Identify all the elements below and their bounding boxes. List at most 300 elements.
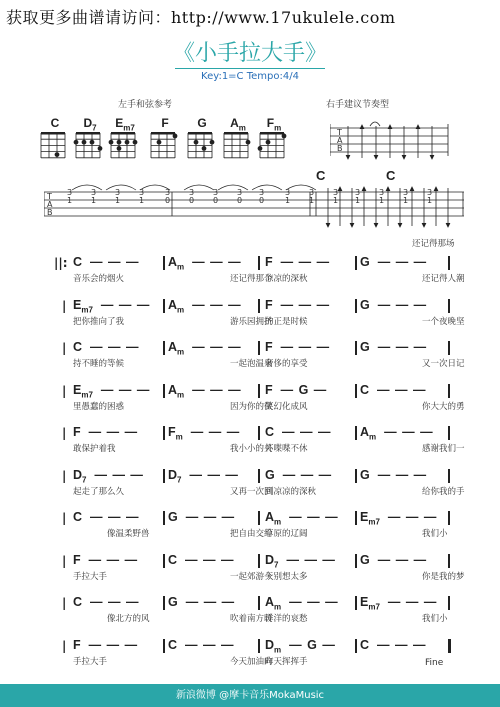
beat-dashes: — — — (280, 255, 331, 269)
beat-dashes: — — — (88, 552, 139, 567)
chord-name (185, 116, 219, 130)
lyric-text: 我小小的关 (230, 444, 273, 454)
chord-symbol: A (265, 595, 275, 609)
intro-tab-mid-number: 1 (285, 196, 291, 205)
chord-grid (73, 130, 103, 160)
chord-diagram-0 (38, 116, 72, 160)
measure-bar (258, 511, 260, 525)
chart-row-2 (40, 340, 465, 385)
measure-chord (360, 298, 427, 312)
chord-name (148, 116, 182, 130)
chord-symbol: F (265, 340, 273, 354)
chord-symbol: G (168, 510, 178, 524)
intro-tab-mid-number: 1 (379, 196, 385, 205)
left-hand-label: 左手和弦参考 (118, 100, 173, 110)
measure-bar (258, 596, 260, 610)
intro-tab-mid-number: 1 (91, 196, 97, 205)
beat-dashes: — — — (100, 382, 151, 397)
measure-chord (73, 510, 139, 524)
intro-tab-mid-number: 1 (115, 196, 121, 205)
beat-dashes: — G — (280, 382, 328, 397)
measure-chord (168, 340, 242, 357)
chord-symbol-sub: m7 (81, 305, 93, 314)
chord-symbol-sub: m (369, 432, 377, 442)
intro-tab-mid-number: 1 (333, 196, 339, 205)
measure-chord (168, 255, 242, 272)
chord-symbol: E (360, 510, 369, 524)
row-end-bar (448, 554, 450, 568)
measure-chord (360, 595, 437, 612)
measure-chord (265, 553, 336, 570)
beat-dashes: — — — (90, 510, 140, 524)
intro-tab-top-number: 3 (333, 188, 339, 197)
beat-dashes: — — — (377, 297, 428, 312)
chord-symbol: F (73, 552, 81, 567)
chord-symbol: G (360, 552, 370, 567)
chord-diagram-3 (148, 116, 182, 160)
chord-symbol-sub: m (274, 645, 282, 654)
measure-bar (355, 554, 357, 568)
lyric-text: 的正是时候 (265, 316, 308, 327)
beat-dashes: — — — (88, 637, 139, 652)
lyric-text: 你是我的梦 (422, 571, 465, 582)
row-end-bar (448, 384, 450, 398)
beat-dashes: — — — (289, 595, 339, 609)
chord-symbol: G (168, 595, 178, 609)
row-end-bar (448, 299, 450, 313)
beat-dashes: — — — (282, 425, 332, 439)
key-tempo: Key:1=C Tempo:4/4 (201, 71, 299, 82)
intro-tab-mid-number: 1 (427, 196, 433, 205)
chord-symbol-sub: m (177, 262, 185, 272)
beat-dashes: — — — (289, 510, 339, 524)
measure-chord (168, 553, 234, 567)
chord-name (73, 116, 107, 133)
site-header (0, 0, 500, 30)
measure-chord (168, 638, 234, 652)
beat-dashes: — — — (377, 552, 428, 567)
row-end-bar (448, 469, 450, 483)
intro-chord-c-2: C (386, 168, 396, 183)
measure-chord (265, 468, 332, 482)
beat-dashes: — — — (280, 297, 331, 312)
lyric-text: 一起泡温泉 (230, 359, 273, 369)
beat-dashes: — — — (185, 637, 235, 652)
lyric-text: 笑幻化成风 (265, 401, 308, 412)
beat-dashes: — — — (377, 467, 428, 482)
beat-dashes: — — — (192, 382, 242, 397)
chord-symbol-sub: m (177, 347, 185, 357)
chord-symbol-sub: m7 (368, 602, 380, 612)
measure-bar (163, 596, 165, 610)
beat-dashes: — — — (90, 595, 140, 609)
measure-bar (355, 384, 357, 398)
chord-symbol: C (73, 595, 83, 609)
measure-bar (355, 426, 357, 440)
tab-letter-t: T (337, 128, 342, 137)
lyric-text: 手拉大手 (73, 656, 108, 667)
measure-bar (163, 256, 165, 270)
measure-chord (168, 425, 240, 442)
chord-grid (257, 130, 287, 160)
beat-dashes: — — — (185, 552, 235, 567)
chord-symbol: G (360, 340, 370, 354)
chord-symbol-sub: m (177, 390, 185, 399)
chord-symbol: C (265, 425, 275, 439)
measure-bar (258, 469, 260, 483)
chart-row-9 (40, 638, 450, 683)
beat-dashes: — — — (192, 255, 242, 269)
row-end-bar (448, 341, 450, 355)
measure-chord (168, 595, 235, 609)
chord-name-main: C (50, 116, 60, 130)
chord-symbol: F (265, 297, 273, 312)
chart-row-0 (40, 255, 465, 300)
measure-bar (258, 341, 260, 355)
measure-chord (265, 595, 339, 612)
measure-chord (168, 298, 242, 315)
chord-grid (148, 130, 178, 160)
row-end-bar (448, 511, 450, 525)
measure-bar (163, 469, 165, 483)
chord-symbol: D (265, 552, 275, 567)
chord-name-main: E (115, 116, 124, 130)
measure-chord (73, 425, 138, 439)
row-start-bar: ||: (54, 256, 68, 270)
measure-bar (355, 299, 357, 313)
lyric-text: 里愚蠢的困惑 (73, 401, 125, 412)
measure-chord (265, 510, 339, 527)
intro-tab-top-number: 3 (379, 188, 385, 197)
beat-dashes: — — — (387, 595, 438, 609)
measure-chord (168, 383, 242, 400)
chord-symbol: F (265, 255, 273, 269)
lyric-text: 到凉凉的深秋 (265, 486, 317, 497)
intro-tab-mid-number: 1 (355, 196, 361, 205)
chord-symbol-sub: m (177, 305, 185, 314)
intro-chord-c-1: C (316, 168, 326, 183)
lyric-text: 又再一次回 (230, 486, 273, 497)
intro-tab-top-number: 3 (259, 188, 265, 197)
beat-dashes: — — — (88, 425, 139, 439)
chord-symbol: C (73, 340, 83, 354)
measure-chord (73, 553, 138, 567)
measure-chord (265, 255, 330, 269)
chord-name (257, 116, 291, 133)
chord-diagram-5 (221, 116, 255, 160)
chord-symbol: C (73, 510, 83, 524)
intro-tab-letter-b: B (47, 208, 53, 217)
chord-symbol: G (360, 255, 370, 269)
measure-chord (265, 638, 336, 655)
strum-pattern-tab (330, 118, 450, 166)
chord-name-sub: m (274, 123, 282, 133)
lyric-text: 还记得那个 (230, 274, 273, 284)
beat-dashes: — — — (377, 637, 427, 652)
chord-grid (221, 130, 251, 160)
measure-chord (73, 638, 138, 652)
measure-chord (73, 468, 144, 485)
row-end-bar (448, 639, 451, 653)
lyric-text: 像温柔野兽 (107, 529, 150, 539)
row-end-bar (448, 256, 450, 270)
intro-tab-top-number: 3 (139, 188, 145, 197)
chord-symbol: C (360, 637, 370, 652)
chord-name-sub: 7 (92, 123, 97, 133)
lyric-text: 凉凉的深秋 (265, 274, 308, 284)
chord-symbol: A (168, 382, 178, 397)
lyric-text: 把自由交给 (230, 529, 273, 539)
lyric-text: 一起郊游今 (230, 571, 273, 582)
right-hand-label: 右手建议节奏型 (326, 100, 390, 110)
chord-symbol: A (265, 510, 275, 524)
beat-dashes: — — — (94, 467, 144, 482)
measure-chord (73, 383, 150, 400)
chord-symbol-sub: m7 (81, 390, 93, 399)
chord-symbol: G (360, 297, 370, 312)
chord-symbol-sub: 7 (177, 475, 182, 484)
lyric-text: 我们小 (422, 529, 448, 539)
intro-tab-top-number: 3 (91, 188, 97, 197)
chord-symbol: C (360, 382, 370, 397)
chord-diagram-4 (185, 116, 219, 160)
intro-tab-top-number: 3 (355, 188, 361, 197)
measure-chord (73, 255, 139, 269)
chord-name (38, 116, 72, 130)
tab-letter-b: B (337, 144, 343, 153)
measure-bar (163, 639, 165, 653)
intro-tab-mid-number: 1 (403, 196, 409, 205)
intro-tab-mid-number: 0 (165, 196, 171, 205)
measure-bar (258, 426, 260, 440)
measure-chord (360, 638, 426, 652)
lyric-text: 又一次日记 (422, 359, 465, 369)
beat-dashes: — — — (282, 467, 333, 482)
ending-lyric-label: 还记得那场 (412, 239, 455, 249)
measure-chord (168, 510, 235, 524)
lyric-text: 像北方的风 (107, 614, 150, 624)
chord-symbol: A (168, 340, 178, 354)
row-start-bar: | (62, 553, 67, 568)
chord-name-main: D (83, 116, 93, 130)
chord-symbol: F (73, 425, 81, 439)
measure-chord (360, 255, 427, 269)
lyric-text: 感谢我们一 (422, 444, 465, 454)
measure-chord (265, 425, 331, 439)
chart-row-1 (40, 297, 465, 343)
measure-bar (163, 341, 165, 355)
beat-dashes: — — — (377, 340, 428, 354)
measure-chord (265, 340, 330, 354)
intro-tab-letter-a: A (47, 200, 53, 209)
beat-dashes: — — — (90, 340, 140, 354)
measure-chord (360, 510, 437, 527)
beat-dashes: — — — (387, 510, 438, 524)
row-start-bar: | (62, 638, 67, 653)
lyric-text: 音乐会的烟火 (73, 274, 125, 284)
chord-diagram-1 (73, 116, 107, 160)
chord-grid (185, 130, 215, 160)
measure-bar (258, 256, 260, 270)
chord-name-main: G (197, 116, 207, 130)
chord-symbol: A (168, 255, 178, 269)
measure-bar (258, 299, 260, 313)
chord-name (108, 116, 142, 133)
chord-name-sub: m7 (123, 123, 135, 133)
chord-grid (108, 130, 138, 160)
lyric-text: 奢侈的享受 (265, 359, 308, 369)
intro-tab-top-number: 3 (115, 188, 121, 197)
chord-name-main: F (266, 116, 275, 130)
row-start-bar: | (62, 426, 67, 440)
song-title: 《小手拉大手》 (172, 41, 327, 66)
lyric-text: 今天加油向 (230, 656, 273, 667)
lyric-text: 吹着南方暖 (230, 614, 273, 624)
chart-row-3 (40, 382, 465, 428)
beat-dashes: — — — (286, 552, 336, 567)
chord-symbol: A (360, 425, 370, 439)
title-underline (175, 68, 325, 69)
beat-dashes: — — — (377, 382, 427, 397)
tab-letter-a: A (337, 136, 343, 145)
intro-tab-top-number: 3 (285, 188, 291, 197)
measure-bar (355, 469, 357, 483)
fine-marker: Fine (425, 657, 444, 668)
row-start-bar: | (62, 468, 67, 483)
intro-tab-mid-number: 0 (237, 196, 243, 205)
measure-bar (355, 256, 357, 270)
beat-dashes: — — — (90, 255, 140, 269)
measure-bar (258, 554, 260, 568)
chord-symbol: F (265, 382, 273, 397)
chord-diagram-6 (257, 116, 291, 160)
chord-symbol: F (73, 637, 81, 652)
intro-tab (44, 182, 464, 238)
intro-tab-mid-number: 0 (259, 196, 265, 205)
chord-name-sub: m (238, 123, 246, 133)
chord-symbol-sub: m (274, 517, 282, 527)
chord-symbol: D (265, 637, 275, 652)
measure-bar (163, 384, 165, 398)
intro-tab-mid-number: 0 (213, 196, 219, 205)
beat-dashes: — — — (192, 340, 242, 354)
measure-chord (265, 298, 330, 312)
lyric-text: 把你推向了我 (73, 316, 125, 327)
lyric-text: 因为你的微 (230, 401, 273, 412)
row-start-bar: | (62, 596, 67, 610)
row-start-bar: | (62, 298, 67, 313)
lyric-text: 还记得人潮 (422, 274, 465, 284)
lyric-text: 敢保护着我 (73, 444, 116, 454)
lyric-text: 持不睡的等候 (73, 359, 125, 369)
chord-symbol: E (73, 382, 82, 397)
chord-symbol-sub: m7 (368, 517, 380, 527)
lyric-text: 草原的辽阔 (265, 529, 308, 539)
footer-weibo: 新浪微博 @摩卡音乐MokaMusic (0, 684, 500, 707)
measure-bar (355, 341, 357, 355)
lyric-text: 游乐园拥挤 (230, 316, 273, 327)
intro-tab-mid-number: 1 (67, 196, 73, 205)
chart-row-4 (40, 425, 465, 470)
beat-dashes: — — — (185, 510, 236, 524)
chord-symbol: F (168, 425, 176, 439)
lyric-text: 你大大的勇 (422, 401, 465, 412)
measure-chord (360, 553, 427, 567)
chord-symbol-sub: 7 (82, 475, 87, 484)
measure-chord (73, 298, 150, 315)
lyric-text: 洋洋的哀愁 (265, 614, 308, 624)
header-url-text: 获取更多曲谱请访问：http://www.17ukulele.com (6, 8, 396, 27)
beat-dashes: — — — (100, 297, 151, 312)
beat-dashes: — — — (190, 425, 241, 439)
intro-tab-top-number: 3 (67, 188, 73, 197)
lyric-text: 给你我的手 (422, 486, 465, 497)
intro-tab-top-number: 3 (309, 188, 315, 197)
chord-symbol: C (168, 552, 178, 567)
intro-tab-mid-number: 1 (309, 196, 315, 205)
chord-symbol: D (73, 467, 83, 482)
chord-name-main: F (161, 116, 169, 130)
measure-bar (163, 511, 165, 525)
intro-tab-top-number: 3 (403, 188, 409, 197)
chord-symbol: G (360, 467, 370, 482)
measure-bar (163, 554, 165, 568)
lyric-text: 手拉大手 (73, 571, 108, 582)
chord-symbol: E (360, 595, 369, 609)
measure-chord (360, 383, 426, 397)
measure-chord (73, 340, 139, 354)
row-start-bar: | (62, 511, 67, 525)
measure-bar (258, 384, 260, 398)
measure-chord (168, 468, 239, 485)
measure-bar (163, 299, 165, 313)
beat-dashes: — — — (189, 467, 239, 482)
measure-chord (360, 468, 427, 482)
beat-dashes: — — — (384, 425, 434, 439)
beat-dashes: — — — (280, 340, 331, 354)
beat-dashes: — G — (289, 637, 336, 652)
measure-bar (258, 639, 260, 653)
lyric-text: 我们小 (422, 614, 448, 624)
measure-bar (355, 596, 357, 610)
chord-symbol: C (73, 255, 83, 269)
row-end-bar (448, 596, 450, 610)
row-start-bar: | (62, 383, 67, 398)
measure-chord (265, 383, 327, 397)
measure-chord (73, 595, 139, 609)
chord-symbol-sub: 7 (274, 560, 279, 569)
chord-name (221, 116, 255, 133)
beat-dashes: — — — (185, 595, 236, 609)
lyric-text: 起走了那么久 (73, 486, 125, 497)
intro-tab-top-number: 3 (189, 188, 195, 197)
intro-tab-top-number: 3 (213, 188, 219, 197)
row-end-bar (448, 426, 450, 440)
chart-row-6 (40, 510, 450, 555)
intro-tab-mid-number: 1 (139, 196, 145, 205)
intro-tab-top-number: 3 (165, 188, 171, 197)
chord-diagram-2 (108, 116, 142, 160)
beat-dashes: — — — (377, 255, 428, 269)
measure-bar (355, 639, 357, 653)
measure-bar (163, 426, 165, 440)
measure-chord (360, 425, 434, 442)
chord-grid (38, 130, 68, 160)
lyric-text: 昨天挥挥手 (265, 656, 308, 667)
chart-row-7 (40, 552, 465, 598)
intro-tab-top-number: 3 (237, 188, 243, 197)
row-start-bar: | (62, 341, 67, 355)
